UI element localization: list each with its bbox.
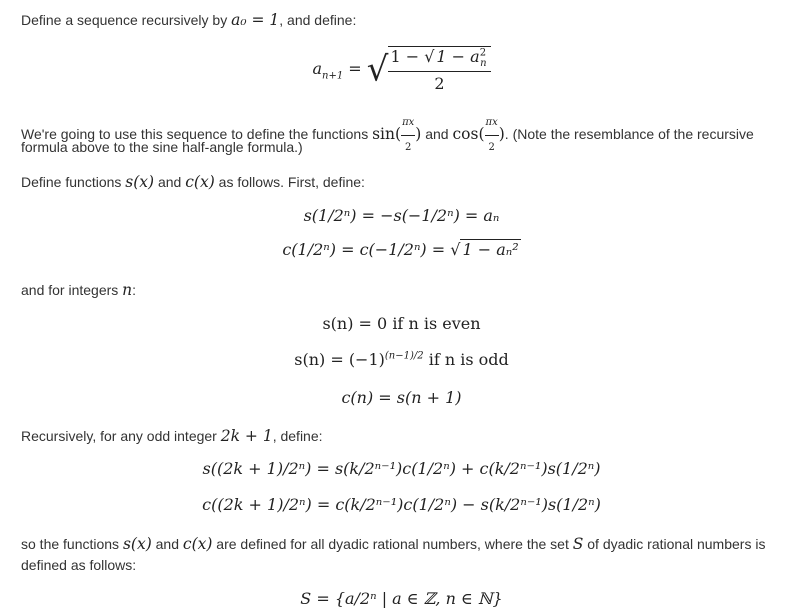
paragraph-recursively [21,424,323,448]
paragraph-define-functions [21,170,365,194]
fraction [401,111,415,160]
equation-c-recursive: c((2k + 1)/2ⁿ) = c(k/2ⁿ⁻¹)c(1/2ⁿ) − s(k/2ⁿ⁻¹)s(1/2ⁿ) [202,495,601,514]
numerator [388,47,490,72]
math: 2 [479,47,487,59]
equation-s-even: s(n) = 0 if n is even [322,314,481,333]
math: s(n) = (−1) [294,350,385,369]
denominator: 2 [434,74,445,94]
sqrt-sign-icon: √ [450,240,461,259]
math-cos: cos [452,125,479,144]
math: a [312,59,322,79]
equation-recurrence [0,46,803,93]
paragraph-dyadic-line2: defined as follows: [21,557,137,573]
numerator: πx [401,111,415,136]
math-c: c(x) [185,173,215,191]
text: and [151,536,183,552]
denominator: 2 [404,142,412,153]
math-paren: ( [478,125,485,144]
equation-s-odd [0,350,803,369]
math-paren: ) [498,125,505,144]
math-n: n [122,281,133,299]
math-c: c(x) [182,535,213,553]
math: 1 − a [436,47,480,66]
text: Define a sequence recursively by [21,12,232,28]
math-S: S [572,535,584,553]
math: 1 − [390,47,425,66]
math: n [480,58,487,70]
paragraph-sin-cos-line2: formula above to the sine half-angle formula.) [21,139,303,155]
text: so the functions [21,536,123,552]
radicand: 1 − aₙ² [462,240,519,259]
math-2k1: 2k + 1 [220,427,273,445]
math: n+1 [322,70,344,82]
text: and for integers [21,282,123,298]
text: . (Note the resemblance of the recursive [504,126,754,143]
sqrt-sign-icon: √ [424,47,435,66]
math: c(1/2ⁿ) = c(−1/2ⁿ) = [282,240,451,259]
math-sin: sin [372,125,395,144]
text: are defined for all dyadic rational numbers, where the set [212,536,573,552]
math: if n is odd [423,350,509,369]
text: as follows. First, define: [214,174,365,190]
text: We're going to use this sequence to define the functions [21,126,373,143]
text: and [154,174,186,190]
equation-c-int: c(n) = s(n + 1) [341,388,462,407]
sqrt-sign-icon: √ [366,49,389,90]
paragraph-sequence-intro [21,8,356,32]
text: : [132,282,137,298]
paragraph-integers [21,278,136,302]
math-paren: ( [395,125,402,144]
numerator: πx [485,111,499,136]
text: , and define: [279,12,357,28]
denominator: 2 [488,142,495,153]
text: and [421,126,453,143]
text: of dyadic rational numbers is [583,536,766,552]
fraction [388,46,490,93]
text: Recursively, for any odd integer [21,428,221,444]
equation-s-recursive: s((2k + 1)/2ⁿ) = s(k/2ⁿ⁻¹)c(1/2ⁿ) + c(k/2ⁿ⁻¹)s(1/2ⁿ) [202,459,601,478]
math-a0: a₀ = 1 [231,11,280,29]
radicand [434,46,488,70]
math: (n−1)/2 [384,350,424,362]
math-s: s(x) [125,173,155,191]
math-paren: ) [415,125,422,144]
fraction [485,111,499,160]
equation-c-base [0,240,803,259]
math-s: s(x) [122,535,152,553]
math: = [343,59,367,79]
text: Define functions [21,174,126,190]
equation-set-S: S = {a/2ⁿ | a ∈ ℤ, n ∈ ℕ} [300,589,503,608]
equation-s-base: s(1/2ⁿ) = −s(−1/2ⁿ) = aₙ [303,206,500,225]
text: , define: [272,428,323,444]
